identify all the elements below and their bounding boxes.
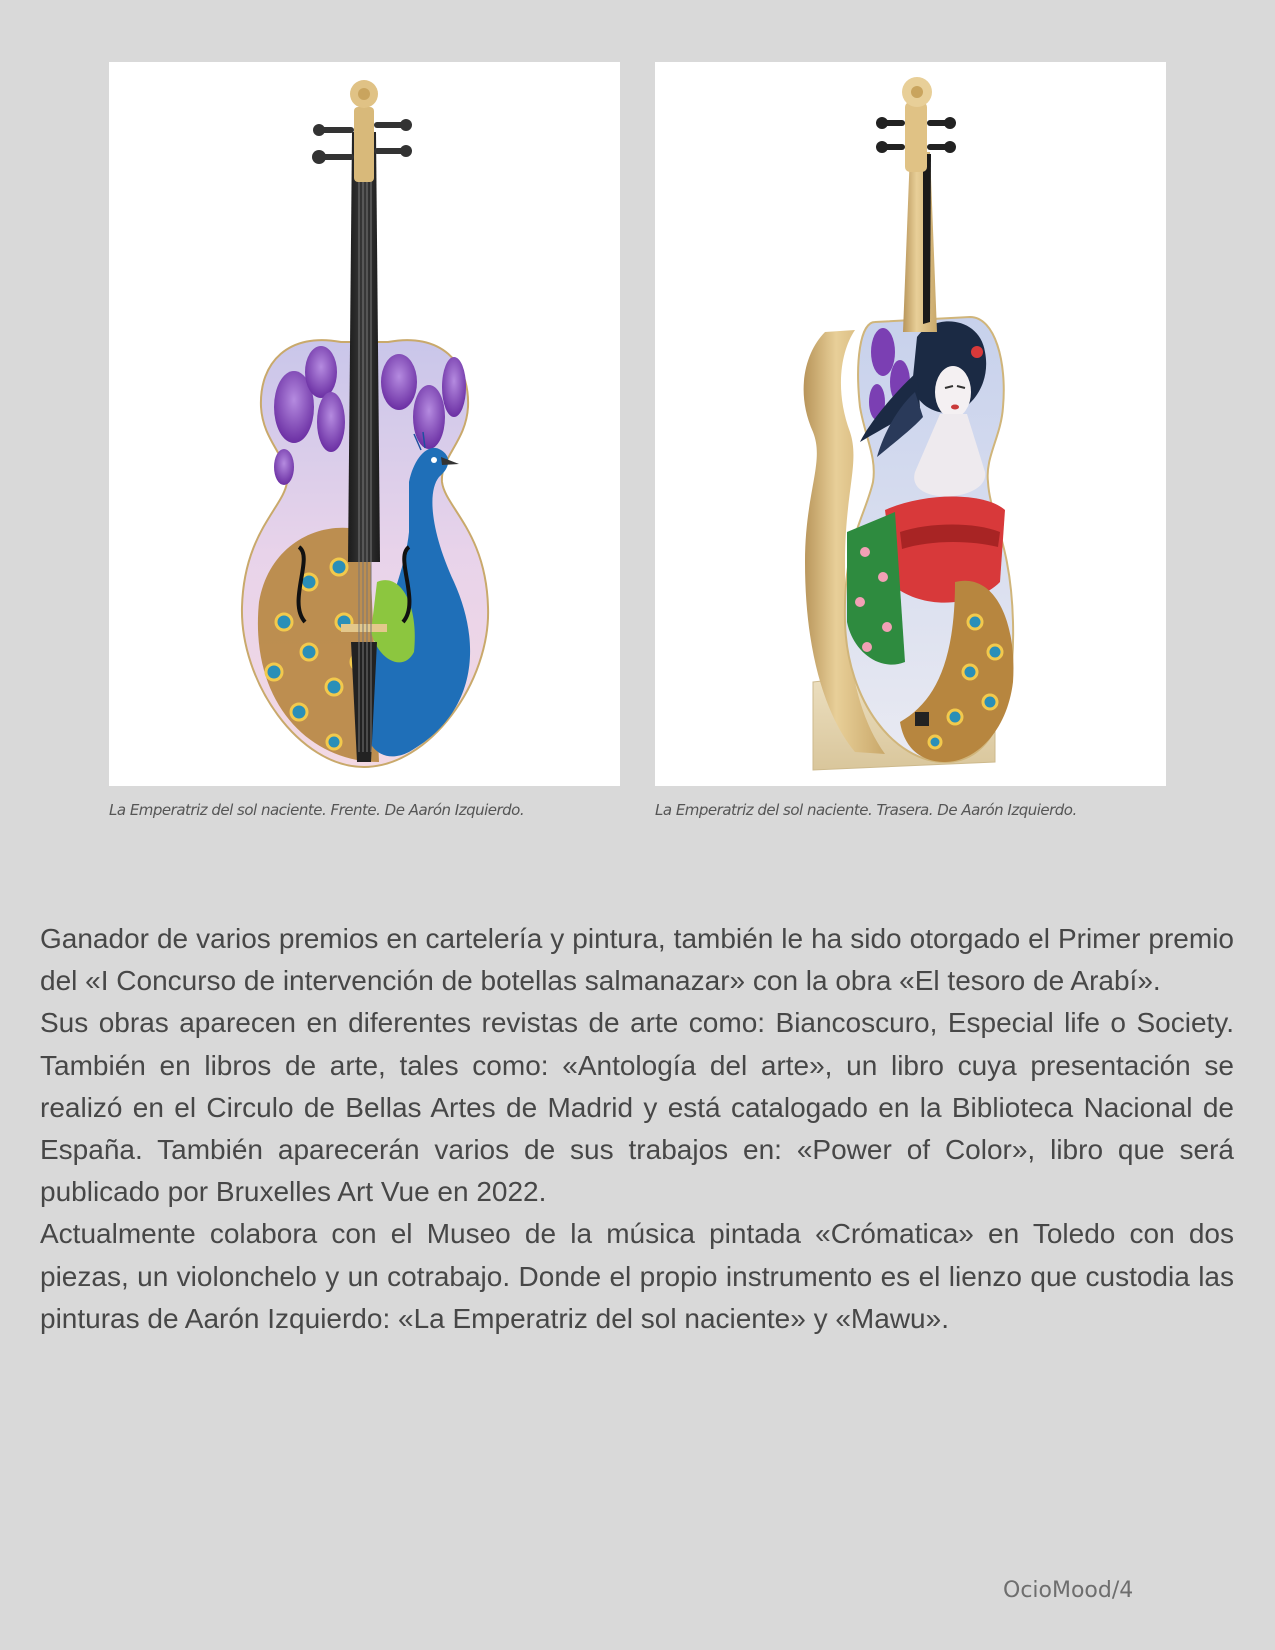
cello-front-photo (109, 62, 620, 786)
paragraph-publications: Sus obras aparecen en diferentes revistas de arte como: Biancoscuro, Especial life o Society. También en libros de arte, tales como: «Antología del arte», un libro cuya presentación se realizó en el Circulo de Bellas Artes de Madrid y está catalogado en la Biblioteca Nacional de España. También aparecerán varios de sus trabajos en: «Power of Color», libro que será publicado por Bruxelles Art Vue en 2022. (40, 1007, 1234, 1208)
paragraph-awards: Ganador de varios premios en cartelería y pintura, también le ha sido otorgado el Primer premio del «I Concurso de intervención de botellas salmanazar» con la obra «El tesoro de Arabí». (40, 923, 1234, 997)
paragraph-museum: Actualmente colabora con el Museo de la música pintada «Crómatica» en Toledo con dos piezas, un violonchelo y un cotrabajo. Donde el propio instrumento es el lienzo que custodia las pinturas de Aarón Izquierdo: «La Emperatriz del sol naciente» y «Mawu». (40, 1218, 1234, 1334)
cello-back-illustration (655, 62, 1166, 786)
article-body (40, 918, 1234, 1340)
page-number: OcioMood/4 (1003, 1578, 1134, 1603)
caption-front: La Emperatriz del sol naciente. Frente. De Aarón Izquierdo. (109, 801, 525, 819)
cello-front-illustration (109, 62, 620, 786)
caption-back: La Emperatriz del sol naciente. Trasera. De Aarón Izquierdo. (655, 801, 1077, 819)
cello-back-photo (655, 62, 1166, 786)
